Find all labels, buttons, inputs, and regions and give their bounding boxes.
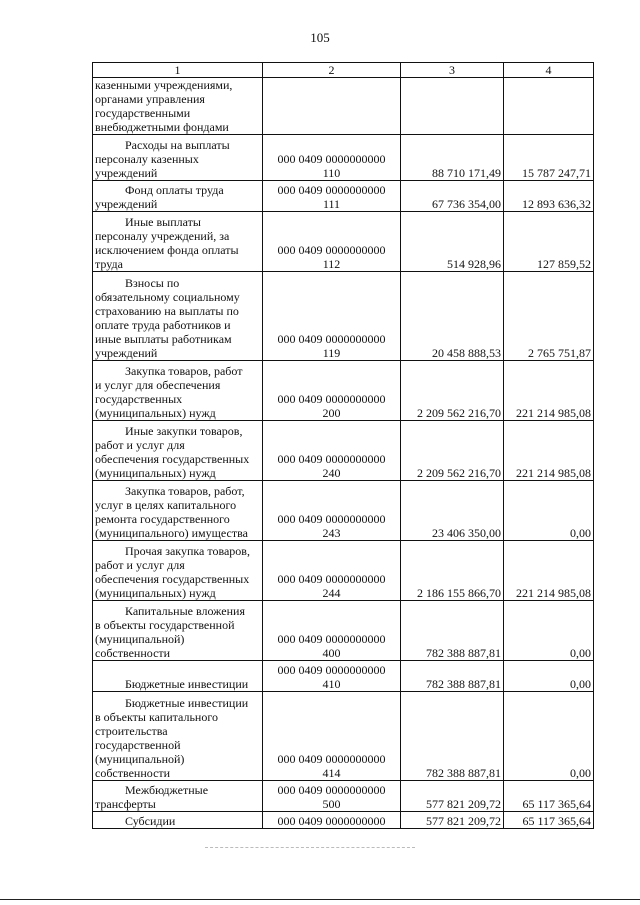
expense-name-cell (93, 272, 263, 361)
expense-name-line: в объекты государственной (95, 618, 235, 632)
budget-table (92, 62, 594, 829)
column-number-3: 3 (401, 63, 504, 78)
table-row (93, 481, 594, 541)
expense-name-line: в объекты капитального (95, 710, 218, 724)
expense-name-line: Капитальные вложения (125, 604, 245, 618)
expense-name-line: государственных (95, 392, 183, 406)
budget-code-line: 000 0409 0000000000 (277, 452, 386, 466)
expense-name-line: органами управления (95, 92, 205, 106)
table-row (93, 272, 594, 361)
expense-name-cell (93, 692, 263, 781)
budget-code-line: 000 0409 0000000000 (277, 572, 386, 586)
expense-name-line: (муниципальной) (95, 632, 185, 646)
expense-name-line: Взносы по (125, 276, 180, 290)
expense-name-line: Межбюджетные (125, 783, 209, 797)
budget-code-line: 000 0409 0000000000 (277, 332, 386, 346)
amount-column-3: 514 928,96 (401, 212, 504, 272)
budget-code-cell (263, 812, 401, 829)
table-row (93, 361, 594, 421)
amount-column-3: 782 388 887,81 (401, 692, 504, 781)
budget-code-line: 410 (322, 677, 341, 691)
amount-column-4: 12 893 636,32 (504, 181, 594, 212)
budget-table-body (93, 63, 594, 829)
amount-column-3: 782 388 887,81 (401, 601, 504, 661)
budget-code-line: 110 (322, 166, 341, 180)
budget-code-cell (263, 692, 401, 781)
budget-code-cell (263, 541, 401, 601)
table-row (93, 661, 594, 692)
budget-code-cell (263, 481, 401, 541)
expense-name-line: (муниципальных) нужд (95, 586, 216, 600)
expense-name-line: исключением фонда оплаты (95, 243, 239, 257)
budget-code-line: 119 (322, 346, 341, 360)
budget-code-line: 000 0409 0000000000 (277, 783, 386, 797)
amount-column-4: 0,00 (504, 692, 594, 781)
budget-code-line: 000 0409 0000000000 (277, 152, 386, 166)
table-row (93, 692, 594, 781)
amount-column-4: 221 214 985,08 (504, 421, 594, 481)
expense-name-cell (93, 661, 263, 692)
budget-code-cell (263, 181, 401, 212)
amount-column-3 (401, 78, 504, 135)
expense-name-line: Закупка товаров, работ (125, 364, 243, 378)
expense-name-cell (93, 181, 263, 212)
amount-column-4: 0,00 (504, 481, 594, 541)
expense-name-cell (93, 781, 263, 812)
expense-name-line: работ и услуг для (95, 558, 185, 572)
amount-column-4: 221 214 985,08 (504, 361, 594, 421)
expense-name-line: персоналу учреждений, за (95, 229, 230, 243)
expense-name-line: Расходы на выплаты (125, 138, 230, 152)
budget-code-line: 000 0409 0000000000 (277, 392, 386, 406)
budget-code-line: 243 (322, 526, 341, 540)
amount-column-4: 65 117 365,64 (504, 781, 594, 812)
budget-code-line: 000 0409 0000000000 (277, 512, 386, 526)
budget-code-line: 000 0409 0000000000 (277, 814, 386, 828)
amount-column-3: 2 209 562 216,70 (401, 421, 504, 481)
column-number-row (93, 63, 594, 78)
expense-name-line: трансферты (95, 797, 156, 811)
amount-column-4: 221 214 985,08 (504, 541, 594, 601)
budget-code-line: 112 (322, 257, 341, 271)
column-number-4: 4 (504, 63, 594, 78)
amount-column-4 (504, 78, 594, 135)
expense-name-line: обеспечения государственных (95, 452, 250, 466)
expense-name-line: персоналу казенных (95, 152, 199, 166)
budget-code-line: 200 (322, 406, 341, 420)
expense-name-line: работ и услуг для (95, 438, 185, 452)
column-number-2: 2 (263, 63, 401, 78)
expense-name-line: собственности (95, 766, 171, 780)
expense-name-line: оплате труда работников и (95, 318, 231, 332)
expense-name-line: собственности (95, 646, 171, 660)
amount-column-3: 67 736 354,00 (401, 181, 504, 212)
expense-name-line: строительства (95, 724, 168, 738)
expense-name-line: (муниципальной) (95, 752, 185, 766)
expense-name-line: учреждений (95, 197, 158, 211)
amount-column-4: 0,00 (504, 601, 594, 661)
table-row (93, 541, 594, 601)
budget-code-line: 111 (322, 197, 341, 211)
expense-name-line: внебюджетными фондами (95, 120, 229, 134)
expense-name-cell (93, 135, 263, 181)
expense-name-line: (муниципальных) нужд (95, 406, 216, 420)
expense-name-line: Бюджетные инвестиции (125, 677, 249, 691)
amount-column-3: 577 821 209,72 (401, 812, 504, 829)
page-number: 105 (310, 30, 330, 45)
amount-column-3: 577 821 209,72 (401, 781, 504, 812)
expense-name-line: Закупка товаров, работ, (125, 484, 245, 498)
table-row (93, 601, 594, 661)
expense-name-cell (93, 481, 263, 541)
expense-name-line: труда (95, 257, 123, 271)
faint-footer-line (205, 847, 415, 848)
expense-name-cell (93, 812, 263, 829)
expense-name-line: страхованию на выплаты по (95, 304, 239, 318)
amount-column-3: 2 209 562 216,70 (401, 361, 504, 421)
amount-column-3: 2 186 155 866,70 (401, 541, 504, 601)
expense-name-line: Фонд оплаты труда (125, 183, 224, 197)
expense-name-cell (93, 541, 263, 601)
amount-column-3: 20 458 888,53 (401, 272, 504, 361)
page-bottom-rule (0, 899, 640, 900)
expense-name-line: Субсидии (125, 814, 176, 828)
amount-column-4: 15 787 247,71 (504, 135, 594, 181)
expense-name-line: ремонта государственного (95, 512, 230, 526)
amount-column-4: 2 765 751,87 (504, 272, 594, 361)
budget-code-cell (263, 135, 401, 181)
expense-name-line: услуг в целях капитального (95, 498, 237, 512)
expense-name-line: казенными учреждениями, (95, 78, 233, 92)
budget-code-line: 500 (322, 797, 341, 811)
amount-column-3: 782 388 887,81 (401, 661, 504, 692)
table-row (93, 135, 594, 181)
budget-code-line: 240 (322, 466, 341, 480)
budget-code-line: 414 (322, 766, 341, 780)
amount-column-4: 65 117 365,64 (504, 812, 594, 829)
expense-name-line: государственной (95, 738, 181, 752)
budget-code-cell (263, 212, 401, 272)
table-row (93, 78, 594, 135)
expense-name-line: государственными (95, 106, 191, 120)
expense-name-line: учреждений (95, 166, 158, 180)
amount-column-4: 127 859,52 (504, 212, 594, 272)
column-number-1: 1 (93, 63, 263, 78)
budget-code-cell (263, 272, 401, 361)
budget-code-cell (263, 361, 401, 421)
expense-name-line: и услуг для обеспечения (95, 378, 221, 392)
expense-name-cell (93, 421, 263, 481)
expense-name-cell (93, 212, 263, 272)
table-row (93, 781, 594, 812)
expense-name-line: Бюджетные инвестиции (125, 696, 249, 710)
budget-code-cell (263, 781, 401, 812)
expense-name-line: (муниципальных) нужд (95, 466, 216, 480)
amount-column-4: 0,00 (504, 661, 594, 692)
expense-name-line: Иные закупки товаров, (125, 424, 243, 438)
expense-name-line: Прочая закупка товаров, (125, 544, 250, 558)
budget-code-line: 000 0409 0000000000 (277, 183, 386, 197)
expense-name-cell (93, 361, 263, 421)
budget-code-line: 244 (322, 586, 341, 600)
expense-name-cell (93, 78, 263, 135)
budget-code-line (265, 120, 398, 134)
table-row (93, 812, 594, 829)
table-row (93, 212, 594, 272)
expense-name-line: Иные выплаты (125, 215, 201, 229)
amount-column-3: 23 406 350,00 (401, 481, 504, 541)
expense-name-line: иные выплаты работникам (95, 332, 232, 346)
table-row (93, 421, 594, 481)
expense-name-line: обеспечения государственных (95, 572, 250, 586)
budget-code-line: 400 (322, 646, 341, 660)
expense-name-line: (муниципального) имущества (95, 526, 248, 540)
budget-code-line: 000 0409 0000000000 (277, 243, 386, 257)
amount-column-3: 88 710 171,49 (401, 135, 504, 181)
table-row (93, 181, 594, 212)
budget-code-cell (263, 421, 401, 481)
budget-code-line (265, 106, 398, 120)
budget-code-line: 000 0409 0000000000 (277, 752, 386, 766)
expense-name-line: обязательному социальному (95, 290, 240, 304)
expense-name-line: учреждений (95, 346, 158, 360)
budget-code-cell (263, 661, 401, 692)
expense-name-cell (93, 601, 263, 661)
budget-code-line: 000 0409 0000000000 (277, 663, 386, 677)
budget-code-cell (263, 601, 401, 661)
budget-code-cell (263, 78, 401, 135)
budget-code-line: 000 0409 0000000000 (277, 632, 386, 646)
